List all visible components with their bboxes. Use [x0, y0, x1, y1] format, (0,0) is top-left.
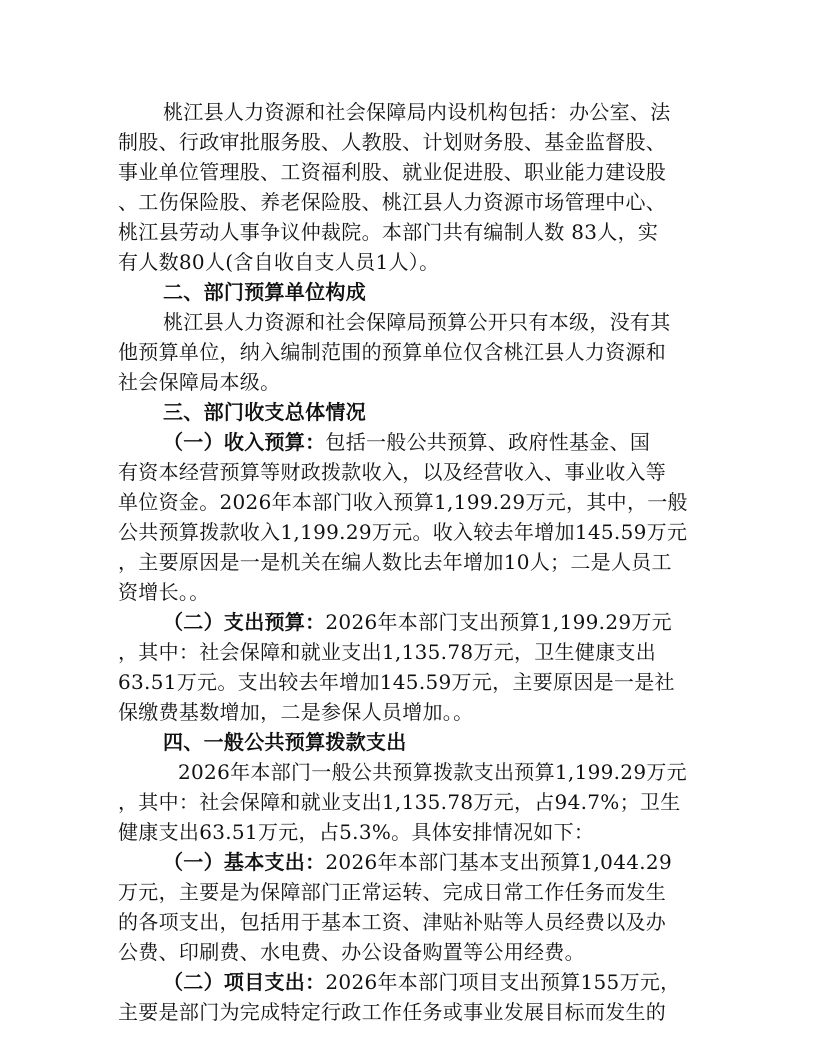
section-heading: 二、部门预算单位构成 — [163, 280, 366, 304]
paragraph-line — [163, 428, 650, 456]
paragraph-line — [163, 968, 680, 996]
paragraph-line: 公费、印刷费、水电费、办公设备购置等公用经费。 — [118, 940, 585, 964]
paragraph-line: 制股、行政审批服务股、人教股、计划财务股、基金监督股、 — [118, 130, 667, 154]
paragraph-line: 桃江县劳动人事争议仲裁院。本部门共有编制人数 83人，实 — [118, 220, 659, 244]
paragraph-line — [163, 848, 672, 876]
paragraph-line: 单位资金。2026年本部门收入预算1,199.29万元，其中，一般 — [118, 490, 688, 514]
paragraph-line: ，其中：社会保障和就业支出1,135.78万元，占94.7%；卫生 — [118, 790, 681, 814]
paragraph-line: 健康支出63.51万元，占5.3%。具体安排情况如下： — [118, 820, 595, 844]
paragraph-line: 的各项支出，包括用于基本工资、津贴补贴等人员经费以及办 — [118, 910, 667, 934]
paragraph-line: ，其中：社会保障和就业支出1,135.78万元，卫生健康支出 — [118, 640, 657, 664]
paragraph-line: 保缴费基数增加，二是参保人员增加。。 — [118, 700, 474, 724]
paragraph-line: 2026年本部门一般公共预算拨款支出预算1,199.29万元 — [178, 760, 687, 784]
paragraph-line: 他预算单位，纳入编制范围的预算单位仅含桃江县人力资源和 — [118, 340, 667, 364]
paragraph-line: 公共预算拨款收入1,199.29万元。收入较去年增加145.59万元 — [118, 520, 688, 544]
paragraph-line — [163, 608, 672, 636]
subheading-label: （一）基本支出： — [163, 850, 326, 874]
paragraph-text: 包括一般公共预算、政府性基金、国 — [325, 430, 651, 454]
paragraph-line: 63.51万元。支出较去年增加145.59万元，主要原因是一是社 — [118, 670, 675, 694]
subheading-label: （二）项目支出： — [163, 970, 326, 994]
paragraph-line: 桃江县人力资源和社会保障局内设机构包括：办公室、法 — [163, 100, 671, 124]
paragraph-line: 事业单位管理股、工资福利股、就业促进股、职业能力建设股 — [118, 160, 667, 184]
section-heading: 四、一般公共预算拨款支出 — [163, 730, 407, 754]
paragraph-line: 、工伤保险股、养老保险股、桃江县人力资源市场管理中心、 — [118, 190, 667, 214]
paragraph-line: 桃江县人力资源和社会保障局预算公开只有本级，没有其 — [163, 310, 671, 334]
paragraph-line: ，主要原因是一是机关在编人数比去年增加10人；二是人员工 — [118, 550, 672, 574]
paragraph-line: 社会保障局本级。 — [118, 370, 281, 394]
paragraph-text: 2026年本部门支出预算1,199.29万元 — [325, 610, 672, 634]
section-heading: 三、部门收支总体情况 — [163, 400, 366, 424]
paragraph-line: 有资本经营预算等财政拨款收入，以及经营收入、事业收入等 — [118, 460, 667, 484]
paragraph-line: 有人数80人(含自收自支人员1人）。 — [118, 250, 440, 274]
paragraph-text: 2026年本部门基本支出预算1,044.29 — [325, 850, 672, 874]
paragraph-line: 资增长。。 — [118, 580, 210, 604]
paragraph-text: 2026年本部门项目支出预算155万元， — [325, 970, 681, 994]
subheading-label: （一）收入预算： — [163, 430, 326, 454]
paragraph-line: 主要是部门为完成特定行政工作任务或事业发展目标而发生的 — [118, 1000, 667, 1024]
paragraph-line: 万元，主要是为保障部门正常运转、完成日常工作任务而发生 — [118, 880, 667, 904]
subheading-label: （二）支出预算： — [163, 610, 326, 634]
